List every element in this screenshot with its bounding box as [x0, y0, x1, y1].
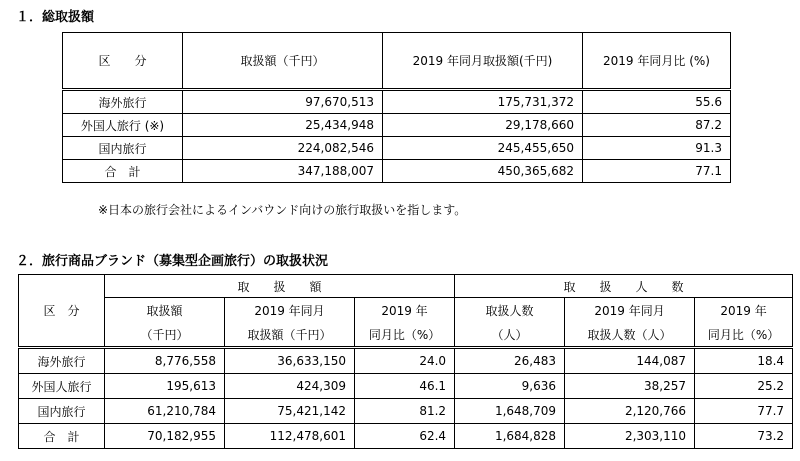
cell-2019-people: 2,120,766: [565, 399, 695, 424]
header-people-ratio-unit: 同月比（%）: [695, 322, 793, 348]
header-people: 取扱人数: [455, 298, 565, 323]
cell-amount: 8,776,558: [105, 348, 225, 374]
row-label: 国内旅行: [19, 399, 105, 424]
cell-amount: 61,210,784: [105, 399, 225, 424]
row-label: 外国人旅行 (※): [63, 114, 183, 137]
section1-title: １．総取扱額: [16, 10, 95, 25]
header-amount-ratio-unit: 同月比（%）: [355, 322, 455, 348]
footnote: ※日本の旅行会社によるインバウンド向けの旅行取扱いを指します。: [98, 203, 467, 217]
row-label: 国内旅行: [63, 137, 183, 160]
cell-amount: 347,188,007: [183, 160, 383, 183]
header-category: 区 分: [63, 33, 183, 90]
cell-people-ratio: 18.4: [695, 348, 793, 374]
table-row: [63, 114, 731, 137]
cell-people-ratio: 77.7: [695, 399, 793, 424]
table-subheader-row: [19, 298, 793, 323]
table-subheader-row: [19, 322, 793, 348]
header-2019-amount: 2019 年同月: [225, 298, 355, 323]
table-row-total: [19, 424, 793, 449]
cell-2019-amount: 112,478,601: [225, 424, 355, 449]
table-row: [19, 374, 793, 399]
table-row: [19, 348, 793, 374]
cell-2019-people: 38,257: [565, 374, 695, 399]
header-amount: 取扱額: [105, 298, 225, 323]
brand-table: [18, 274, 793, 449]
cell-2019-people: 144,087: [565, 348, 695, 374]
header-2019-people-unit: 取扱人数（人）: [565, 322, 695, 348]
cell-people: 9,636: [455, 374, 565, 399]
cell-ratio: 87.2: [583, 114, 731, 137]
header-2019-amount: 2019 年同月取扱額(千円): [383, 33, 583, 90]
cell-people-ratio: 73.2: [695, 424, 793, 449]
table-header-row: [63, 33, 731, 90]
table-row-total: [63, 160, 731, 183]
cell-2019-amount: 175,731,372: [383, 90, 583, 114]
table-row: [19, 399, 793, 424]
cell-amount-ratio: 24.0: [355, 348, 455, 374]
cell-amount-ratio: 46.1: [355, 374, 455, 399]
cell-2019-amount: 245,455,650: [383, 137, 583, 160]
header-amount: 取扱額（千円）: [183, 33, 383, 90]
header-group-amount: 取 扱 額: [105, 275, 455, 298]
table-row: [63, 137, 731, 160]
header-amount-ratio: 2019 年: [355, 298, 455, 323]
row-label: 合 計: [63, 160, 183, 183]
cell-people-ratio: 25.2: [695, 374, 793, 399]
cell-ratio: 91.3: [583, 137, 731, 160]
table-header-row: [19, 275, 793, 298]
cell-amount: 97,670,513: [183, 90, 383, 114]
cell-2019-amount: 75,421,142: [225, 399, 355, 424]
header-amount-unit: （千円）: [105, 322, 225, 348]
header-2019-ratio: 2019 年同月比 (%): [583, 33, 731, 90]
row-label: 海外旅行: [19, 348, 105, 374]
cell-ratio: 55.6: [583, 90, 731, 114]
header-people-unit: （人）: [455, 322, 565, 348]
cell-amount: 70,182,955: [105, 424, 225, 449]
row-label: 海外旅行: [63, 90, 183, 114]
header-group-people: 取 扱 人 数: [455, 275, 793, 298]
header-2019-people: 2019 年同月: [565, 298, 695, 323]
cell-amount: 25,434,948: [183, 114, 383, 137]
cell-2019-amount: 424,309: [225, 374, 355, 399]
cell-people: 26,483: [455, 348, 565, 374]
header-2019-amount-unit: 取扱額（千円）: [225, 322, 355, 348]
cell-2019-amount: 450,365,682: [383, 160, 583, 183]
cell-amount: 224,082,546: [183, 137, 383, 160]
cell-2019-amount: 36,633,150: [225, 348, 355, 374]
header-people-ratio: 2019 年: [695, 298, 793, 323]
header-category: 区 分: [19, 275, 105, 348]
table-row: [63, 90, 731, 114]
cell-2019-amount: 29,178,660: [383, 114, 583, 137]
cell-amount-ratio: 62.4: [355, 424, 455, 449]
cell-ratio: 77.1: [583, 160, 731, 183]
cell-amount: 195,613: [105, 374, 225, 399]
cell-2019-people: 2,303,110: [565, 424, 695, 449]
row-label: 外国人旅行: [19, 374, 105, 399]
total-amount-table: [62, 32, 731, 183]
cell-people: 1,648,709: [455, 399, 565, 424]
cell-amount-ratio: 81.2: [355, 399, 455, 424]
section2-title: ２．旅行商品ブランド（募集型企画旅行）の取扱状況: [16, 254, 329, 269]
cell-people: 1,684,828: [455, 424, 565, 449]
row-label: 合 計: [19, 424, 105, 449]
